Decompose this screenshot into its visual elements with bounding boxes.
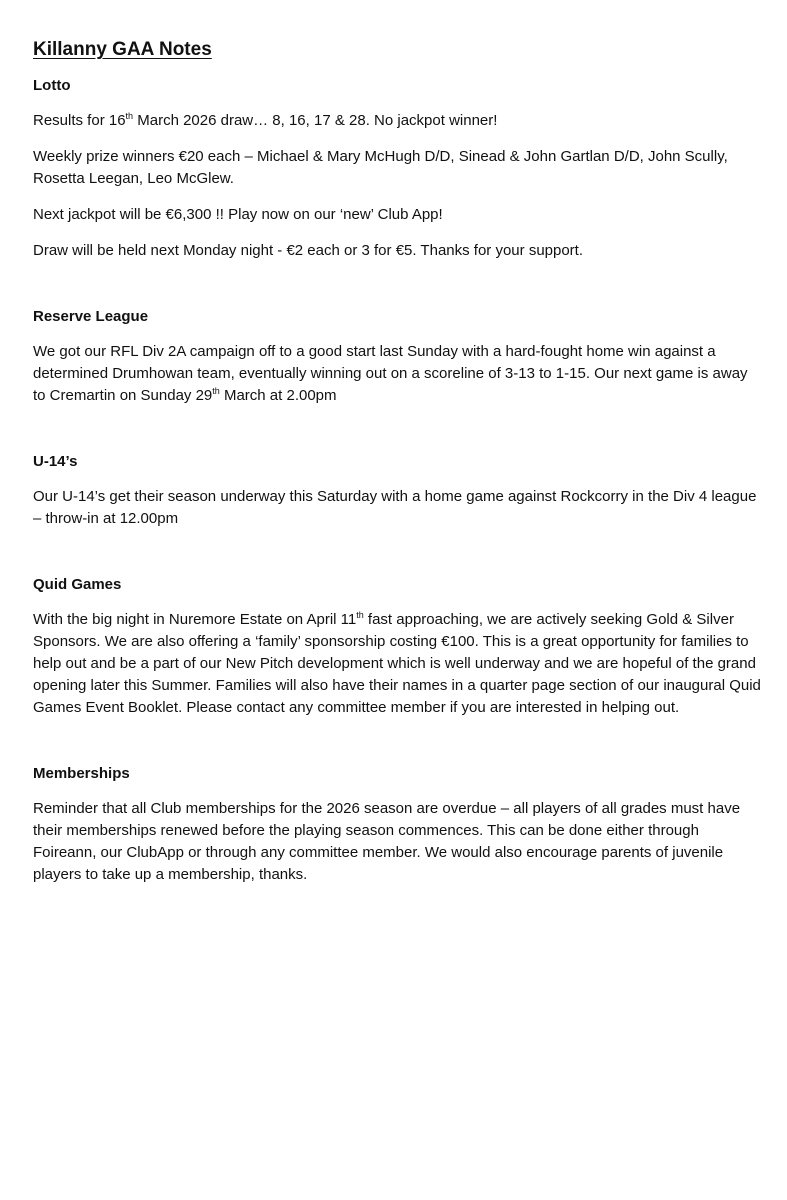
reserve-league-section (33, 307, 763, 407)
reserve-league-text (33, 341, 763, 407)
lotto-results-sup: th (125, 111, 134, 121)
lotto-heading: Lotto (33, 77, 71, 94)
section-spacer (33, 733, 763, 764)
lotto-results-text-end: March 2026 draw… 8, 16, 17 & 28. No jackpot winner! (133, 112, 498, 129)
document-title: Killanny GAA Notes (33, 39, 212, 60)
memberships-section (33, 764, 763, 886)
lotto-jackpot: Next jackpot will be €6,300 !! Play now on our ‘new’ Club App! (33, 206, 443, 223)
quid-games-text-end: fast approaching, we are actively seeking Gold & Silver Sponsors. We are also offering a ‘family’ sponsorship costing €100. This is a great opportunity for families to help out and be a part of our New Pitch development which is well underway and we are hopeful of the grand opening later this Summer. Families will also have their names in a quarter page section of our inaugural Quid Games Event Booklet. Please contact any committee member if you are interested in helping out. (33, 611, 761, 716)
section-spacer (33, 421, 763, 452)
quid-games-text (33, 609, 763, 719)
u14-section (33, 452, 763, 530)
reserve-league-sup: th (212, 386, 220, 396)
reserve-league-text-end: March at 2.00pm (219, 387, 337, 404)
section-spacer (33, 276, 763, 307)
quid-games-section (33, 575, 763, 719)
u14-text: Our U-14’s get their season underway this Saturday with a home game against Rockcorry in the Div 4 league – throw-in at 12.00pm (33, 488, 757, 527)
lotto-weekly-winners: Weekly prize winners €20 each – Michael & Mary McHugh D/D, Sinead & John Gartlan D/D, John Scully, Rosetta Leegan, Leo McGlew. (33, 148, 728, 187)
quid-games-sup: th (356, 610, 364, 620)
memberships-heading: Memberships (33, 765, 130, 782)
lotto-section (33, 76, 763, 262)
lotto-draw-info: Draw will be held next Monday night - €2 each or 3 for €5. Thanks for your support. (33, 242, 584, 259)
document-page (33, 38, 763, 900)
memberships-text: Reminder that all Club memberships for the 2026 season are overdue – all players of all grades must have their memberships renewed before the playing season commences. This can be done either through Foireann, our ClubApp or through any committee member. We would also encourage parents of juvenile players to take up a membership, thanks. (33, 800, 741, 883)
reserve-league-text-start: We got our RFL Div 2A campaign off to a good start last Sunday with a hard-fought home win against a determined Drumhowan team, eventually winning out on a scoreline of 3-13 to 1-15. Our next game is away to Cremartin on Sunday 29 (33, 343, 748, 404)
u14-heading: U-14’s (33, 453, 78, 470)
lotto-results (33, 110, 763, 132)
reserve-league-heading: Reserve League (33, 308, 149, 325)
section-spacer (33, 544, 763, 575)
quid-games-heading: Quid Games (33, 576, 122, 593)
quid-games-text-start: With the big night in Nuremore Estate on April 11 (33, 611, 357, 628)
lotto-results-text: Results for 16 (33, 112, 126, 129)
